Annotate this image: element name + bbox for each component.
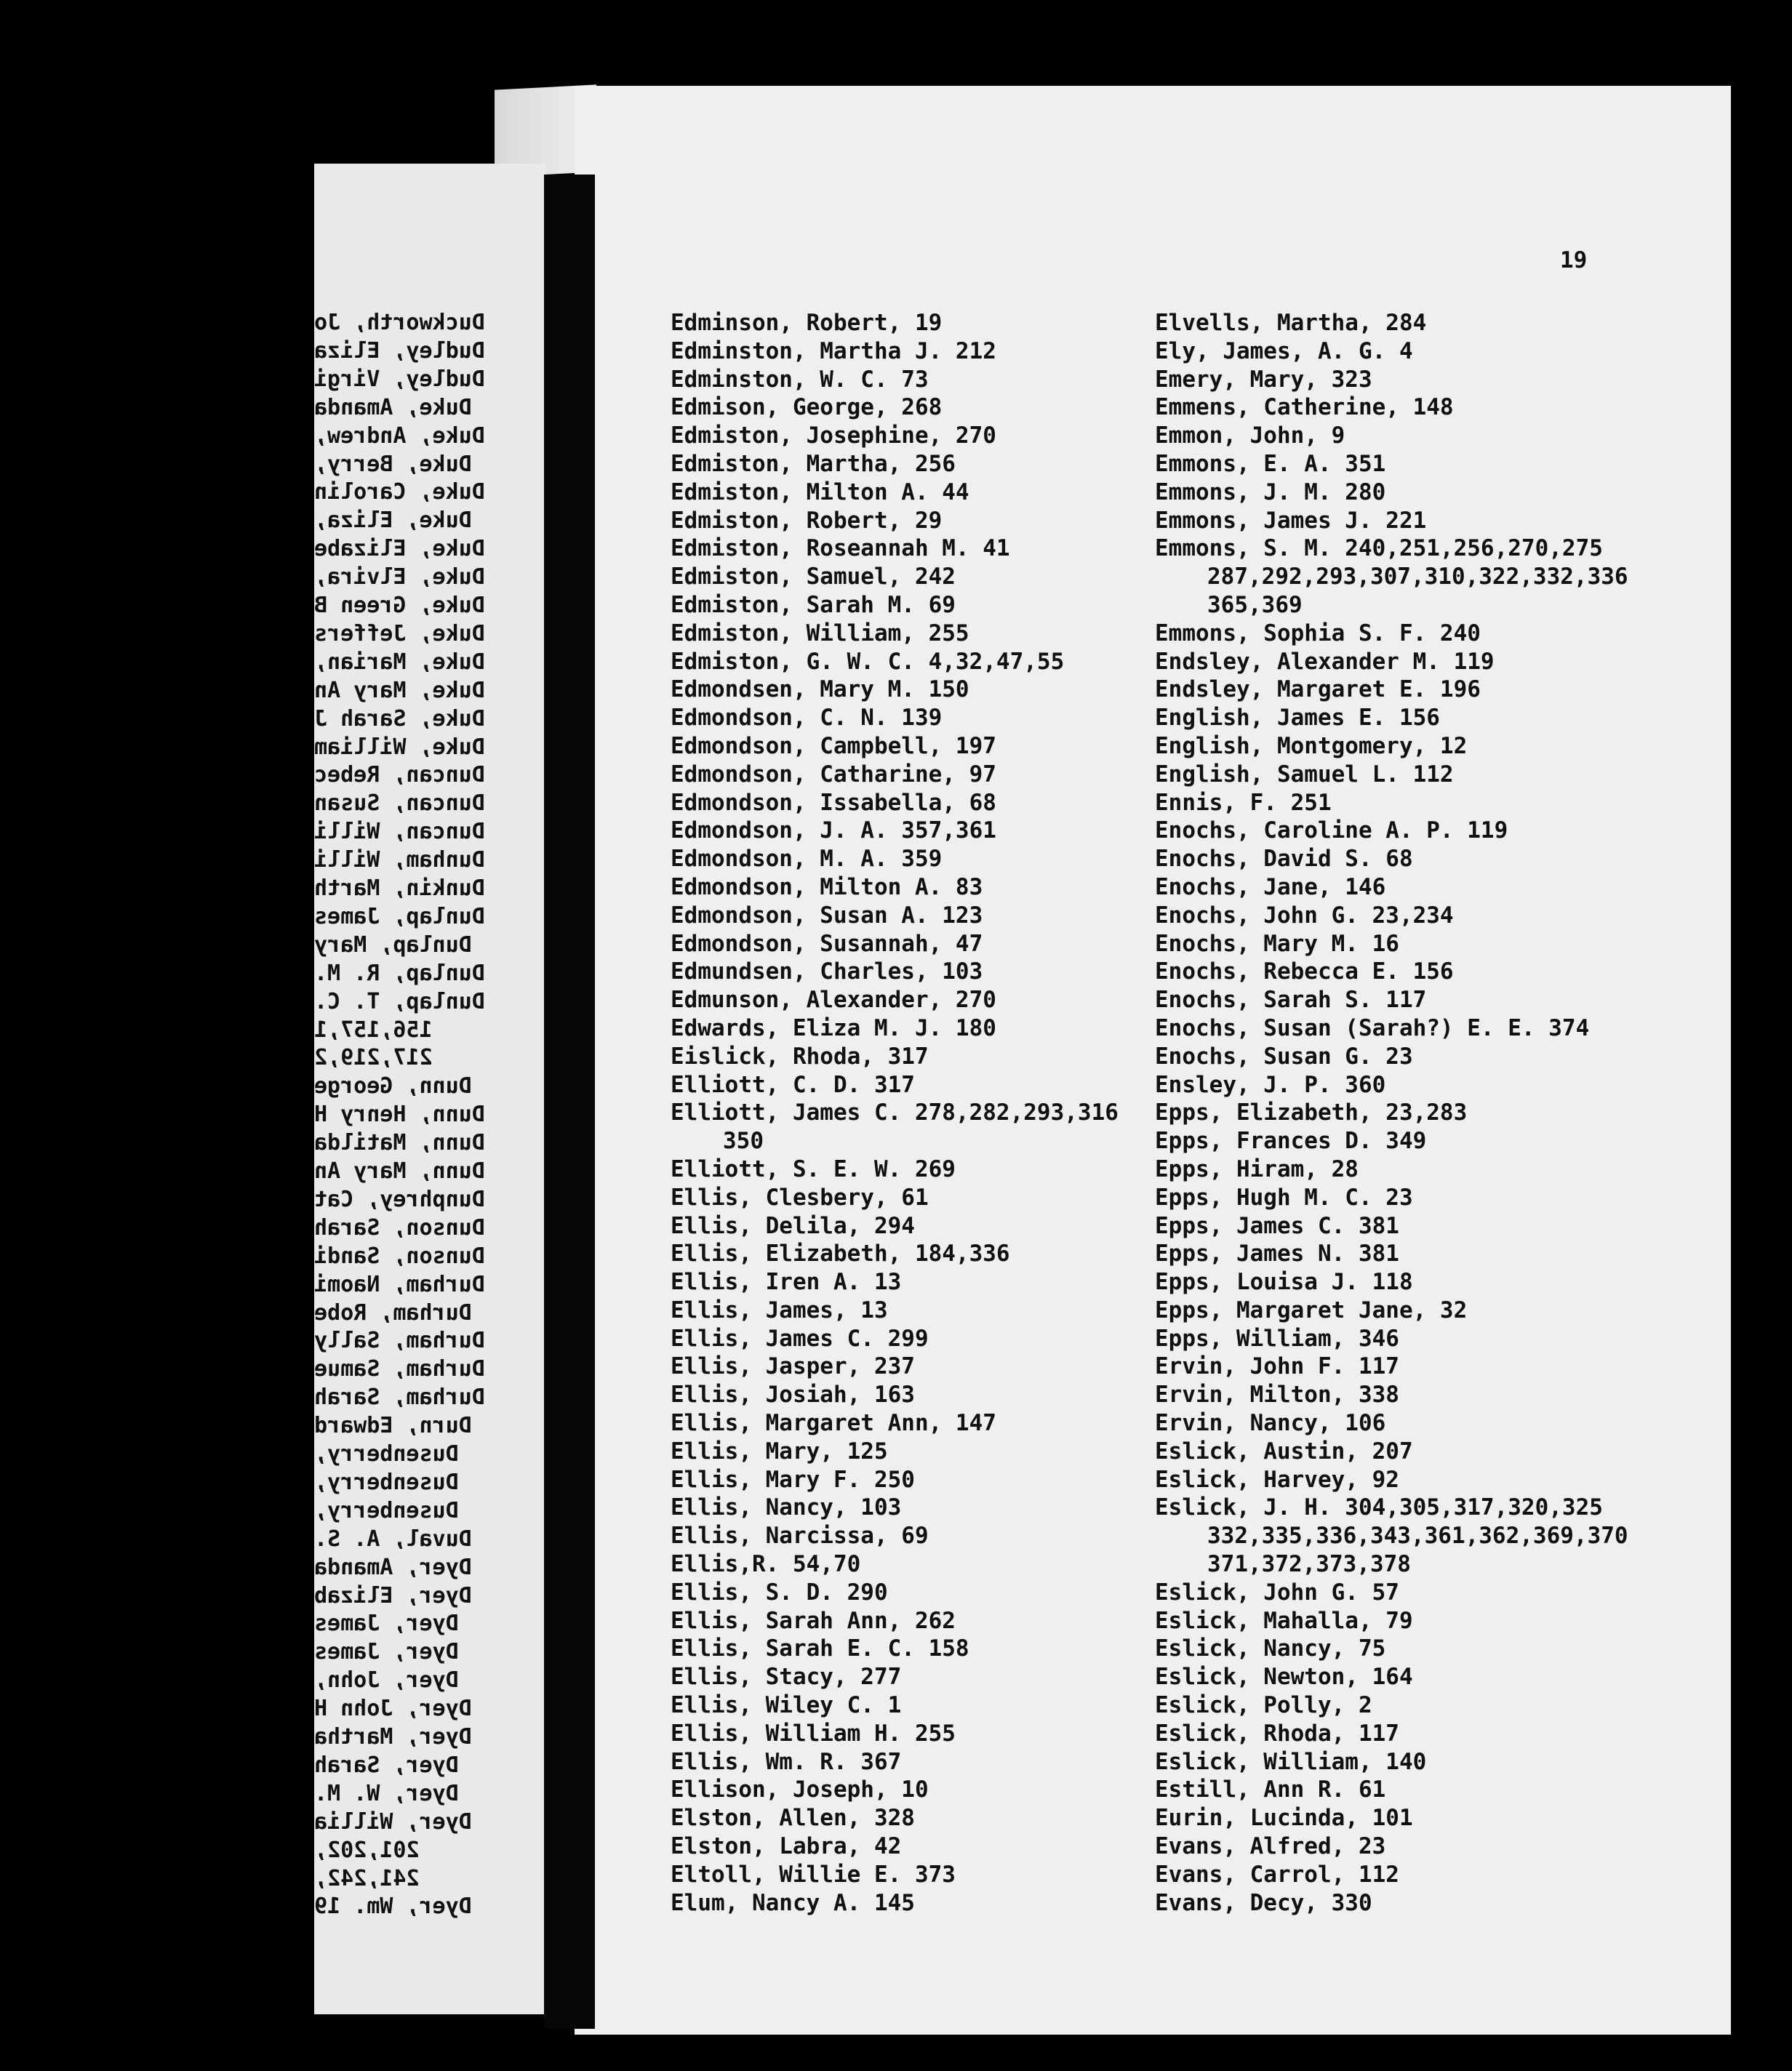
index-entry: Ellis, Wiley C. 1 xyxy=(671,1692,902,1719)
index-entry: Edmondson, Issabella, 68 xyxy=(671,789,996,816)
facing-page-line: Dyer, John, xyxy=(314,1667,459,1694)
index-entry: Eslick, Mahalla, 79 xyxy=(1155,1607,1413,1634)
index-entry: Ellis, James, 13 xyxy=(671,1297,888,1323)
index-entry: Edmiston, William, 255 xyxy=(671,620,969,646)
index-entry: Evans, Carrol, 112 xyxy=(1155,1861,1399,1888)
facing-page-line: Dyer, Martha xyxy=(314,1724,472,1750)
index-entry: Eslick, William, 140 xyxy=(1155,1748,1427,1775)
index-entry: Emmons, J. M. 280 xyxy=(1155,478,1386,505)
index-entry: Ellis, Clesbery, 61 xyxy=(671,1184,929,1211)
facing-page-line: Durham, Sarah xyxy=(314,1385,485,1411)
index-entry: Edmondson, Campbell, 197 xyxy=(671,732,996,759)
index-entry: Emery, Mary, 323 xyxy=(1155,366,1372,393)
index-entry: Enochs, John G. 23,234 xyxy=(1155,902,1454,929)
index-entry: Edmiston, Josephine, 270 xyxy=(671,422,996,449)
index-entry: Edwards, Eliza M. J. 180 xyxy=(671,1014,996,1041)
facing-page-line: Duke, Elizabe xyxy=(314,536,485,562)
facing-page-line: Duckworth, Jo xyxy=(314,310,485,335)
index-entry: Ellis, Stacy, 277 xyxy=(671,1664,902,1691)
index-entry: Ellis, James C. 299 xyxy=(671,1325,929,1352)
facing-page-line: Duke, Andrew, xyxy=(314,422,485,449)
facing-page-line: Duke, Elvira, xyxy=(314,564,485,590)
facing-page-line: Dusenberry, xyxy=(314,1497,459,1523)
index-entry: Emmon, John, 9 xyxy=(1155,422,1345,449)
index-entry: Eslick, Rhoda, 117 xyxy=(1155,1720,1399,1747)
index-entry: English, James E. 156 xyxy=(1155,705,1440,732)
index-entry: Edmondson, C. N. 139 xyxy=(671,705,943,732)
index-column-right xyxy=(1155,309,1693,1917)
facing-page-line: Dunkin, Marth xyxy=(314,876,485,901)
index-entry: Ervin, Milton, 338 xyxy=(1155,1382,1399,1409)
index-entry: Edmondson, Milton A. 83 xyxy=(671,873,983,900)
index-entry: Ely, James, A. G. 4 xyxy=(1155,337,1413,364)
index-entry: Epps, Louisa J. 118 xyxy=(1155,1269,1413,1296)
index-entry: Eslick, Newton, 164 xyxy=(1155,1664,1413,1691)
index-entry: Ellis, Margaret Ann, 147 xyxy=(671,1410,996,1437)
index-entry: Edmiston, Milton A. 44 xyxy=(671,478,969,505)
facing-page-line: Durham, Robe xyxy=(314,1299,472,1326)
index-entry: Epps, Hiram, 28 xyxy=(1155,1155,1359,1182)
index-entry: Edmunson, Alexander, 270 xyxy=(671,987,996,1014)
index-entry-continuation: 365,369 xyxy=(1207,591,1303,618)
index-entry: Epps, James C. 381 xyxy=(1155,1212,1399,1239)
facing-page-line: Duke, Sarah J xyxy=(314,705,485,732)
index-entry: Ellis, S. D. 290 xyxy=(671,1579,888,1606)
index-entry: Eslick, Austin, 207 xyxy=(1155,1438,1413,1465)
facing-page-line: Duke, Jeffers xyxy=(314,620,485,646)
index-entry: Ellis, Mary F. 250 xyxy=(671,1466,915,1493)
index-entry: Ellis, Iren A. 13 xyxy=(671,1269,902,1296)
facing-page-line: Duncan, Willi xyxy=(314,819,485,845)
index-entry: Elum, Nancy A. 145 xyxy=(671,1889,915,1916)
facing-page-line: Duke, Marian, xyxy=(314,649,485,675)
index-entry: Enochs, Susan (Sarah?) E. E. 374 xyxy=(1155,1014,1590,1041)
index-entry: Elliott, S. E. W. 269 xyxy=(671,1155,956,1182)
index-entry: Epps, Margaret Jane, 32 xyxy=(1155,1297,1468,1323)
index-entry: Ellis, Elizabeth, 184,336 xyxy=(671,1241,1010,1267)
facing-page-line: Dunphrey, Cat xyxy=(314,1186,485,1212)
index-entry: Edmiston, Samuel, 242 xyxy=(671,564,956,590)
index-entry: Epps, Hugh M. C. 23 xyxy=(1155,1184,1413,1211)
page-number: 19 xyxy=(1560,247,1588,273)
facing-page-line: Dunlap, James xyxy=(314,903,485,929)
index-entry-continuation: 371,372,373,378 xyxy=(1207,1551,1411,1578)
index-entry: Ellis, Nancy, 103 xyxy=(671,1494,902,1521)
index-entry: Ellis, Delila, 294 xyxy=(671,1212,915,1239)
facing-page-line: Dyer, Amanda xyxy=(314,1554,472,1580)
facing-page-line: Duke, Amanda xyxy=(314,394,472,420)
facing-page-line: Dunn, Matilda xyxy=(314,1130,485,1156)
facing-page-line: Durn, Edward xyxy=(314,1413,472,1439)
index-entry: Elliott, James C. 278,282,293,316 xyxy=(671,1099,1119,1126)
index-entry: Eslick, John G. 57 xyxy=(1155,1579,1399,1606)
facing-page-line: Duke, Green B xyxy=(314,593,485,618)
index-entry: Emmons, James J. 221 xyxy=(1155,507,1427,534)
facing-page-line: Duke, William xyxy=(314,734,485,760)
facing-page-line: Dunson, Sarah xyxy=(314,1214,485,1241)
index-entry: Edmondson, Susannah, 47 xyxy=(671,930,983,957)
index-entry: Elvells, Martha, 284 xyxy=(1155,310,1427,336)
facing-page-line: Durham, Naomi xyxy=(314,1271,485,1297)
index-entry: Edmiston, Martha, 256 xyxy=(671,450,956,477)
index-entry: Eislick, Rhoda, 317 xyxy=(671,1043,929,1070)
index-entry: Eslick, Polly, 2 xyxy=(1155,1692,1372,1719)
facing-page-line: Dunn, George xyxy=(314,1073,472,1099)
index-entry: Edmiston, Robert, 29 xyxy=(671,507,943,534)
facing-page-line: Dyer, James xyxy=(314,1611,459,1637)
facing-page-line: Dyer, Sarah xyxy=(314,1752,459,1778)
index-entry: Emmens, Catherine, 148 xyxy=(1155,394,1454,421)
index-entry: Elston, Labra, 42 xyxy=(671,1833,902,1860)
index-entry: Epps, Elizabeth, 23,283 xyxy=(1155,1099,1468,1126)
facing-page-line: 201,202, xyxy=(314,1837,420,1863)
index-entry: Edmondson, Catharine, 97 xyxy=(671,761,996,788)
facing-page-line: Dyer, W. M. xyxy=(314,1780,459,1806)
index-entry: Ellison, Joseph, 10 xyxy=(671,1776,929,1803)
facing-page-line: Dunham, Willi xyxy=(314,847,485,873)
index-entry: Ellis, Mary, 125 xyxy=(671,1438,888,1465)
index-entry: Emmons, E. A. 351 xyxy=(1155,450,1386,477)
facing-page-line: Dunlap, Mary xyxy=(314,932,472,958)
book-spine xyxy=(544,175,595,2029)
index-entry: Ellis, Jasper, 237 xyxy=(671,1353,915,1380)
index-entry: Eslick, Nancy, 75 xyxy=(1155,1635,1386,1662)
index-entry: Enochs, Jane, 146 xyxy=(1155,873,1386,900)
index-entry: Endsley, Alexander M. 119 xyxy=(1155,648,1495,675)
index-entry: Enochs, Susan G. 23 xyxy=(1155,1043,1413,1070)
facing-page-line: Dudley, Virgi xyxy=(314,366,485,392)
index-entry: Eslick, J. H. 304,305,317,320,325 xyxy=(1155,1494,1603,1521)
index-entry: Ervin, John F. 117 xyxy=(1155,1353,1399,1380)
index-entry: Ellis, William H. 255 xyxy=(671,1720,956,1747)
index-entry: English, Samuel L. 112 xyxy=(1155,761,1454,788)
index-entry: Edminston, W. C. 73 xyxy=(671,366,929,393)
index-entry: Emmons, Sophia S. F. 240 xyxy=(1155,620,1481,646)
index-entry: Enochs, David S. 68 xyxy=(1155,846,1413,873)
facing-page-line: Dunn, Mary An xyxy=(314,1158,485,1184)
index-column-left xyxy=(671,309,1209,1917)
facing-page-line: Dyer, Willia xyxy=(314,1808,472,1835)
index-entry: Edminson, Robert, 19 xyxy=(671,310,943,336)
facing-page-line: Durham, Samue xyxy=(314,1356,485,1382)
facing-page-line: Duncan, Rebec xyxy=(314,762,485,788)
index-entry: Ellis, Sarah Ann, 262 xyxy=(671,1607,956,1634)
index-entry: Eltoll, Willie E. 373 xyxy=(671,1861,956,1888)
index-entry: Estill, Ann R. 61 xyxy=(1155,1776,1386,1803)
index-entry: Elston, Allen, 328 xyxy=(671,1805,915,1832)
facing-page-line: Duval, A. S. xyxy=(314,1526,472,1552)
index-entry: Ellis, Narcissa, 69 xyxy=(671,1523,929,1550)
facing-page-line: Dyer, John H xyxy=(314,1696,472,1722)
index-entry: Ellis, Josiah, 163 xyxy=(671,1382,915,1409)
index-entry: Ellis,R. 54,70 xyxy=(671,1551,861,1578)
index-entry: Epps, William, 346 xyxy=(1155,1325,1399,1352)
facing-page-line: Dunlap, R. M. xyxy=(314,960,485,986)
index-entry: Edmiston, Roseannah M. 41 xyxy=(671,535,1010,562)
index-entry: Ervin, Nancy, 106 xyxy=(1155,1410,1386,1437)
index-entry: Enochs, Caroline A. P. 119 xyxy=(1155,817,1508,844)
index-entry: Epps, James N. 381 xyxy=(1155,1241,1399,1267)
index-entry: Edmundsen, Charles, 103 xyxy=(671,958,983,985)
facing-page-line: Duke, Eliza, xyxy=(314,508,472,534)
facing-page-edge xyxy=(314,164,545,2014)
index-entry: Edmison, George, 268 xyxy=(671,394,943,421)
facing-page-line: Dunn, Henry H xyxy=(314,1102,485,1128)
facing-page-line: 217,219,2 xyxy=(314,1045,433,1071)
index-entry: Edminston, Martha J. 212 xyxy=(671,337,996,364)
index-entry: Ennis, F. 251 xyxy=(1155,789,1332,816)
facing-page-line: Duke, Berry, xyxy=(314,451,472,477)
index-entry-continuation: 350 xyxy=(723,1128,764,1155)
facing-page-line: Duke, Mary An xyxy=(314,677,485,703)
index-entry: Ensley, J. P. 360 xyxy=(1155,1071,1386,1098)
index-entry: Ellis, Sarah E. C. 158 xyxy=(671,1635,969,1662)
index-entry: Endsley, Margaret E. 196 xyxy=(1155,676,1481,703)
facing-page-line: Dusenberry, xyxy=(314,1469,459,1495)
index-entry: Elliott, C. D. 317 xyxy=(671,1071,915,1098)
facing-page-line: Dusenberry, xyxy=(314,1441,459,1467)
index-entry: Edmondson, Susan A. 123 xyxy=(671,902,983,929)
index-entry-continuation: 332,335,336,343,361,362,369,370 xyxy=(1207,1523,1628,1550)
index-entry: Enochs, Sarah S. 117 xyxy=(1155,987,1427,1014)
index-entry: Edmiston, G. W. C. 4,32,47,55 xyxy=(671,648,1065,675)
facing-page-line: Duke, Carolin xyxy=(314,479,485,505)
index-entry: Ellis, Wm. R. 367 xyxy=(671,1748,902,1775)
facing-page-line: Dyer, James xyxy=(314,1639,459,1665)
index-entry: Edmondsen, Mary M. 150 xyxy=(671,676,969,703)
facing-page-line: Dudley, Eliza xyxy=(314,337,485,364)
facing-page-line: Dyer, Elizab xyxy=(314,1582,472,1609)
index-entry: Evans, Alfred, 23 xyxy=(1155,1833,1386,1860)
index-entry: Enochs, Rebecca E. 156 xyxy=(1155,958,1454,985)
facing-page-line: Dunlap, T. C. xyxy=(314,988,485,1014)
facing-page-line: Dunson, Sandi xyxy=(314,1243,485,1269)
index-entry: Edmiston, Sarah M. 69 xyxy=(671,591,956,618)
facing-page-line: Dyer, Wm. 19 xyxy=(314,1894,472,1920)
index-entry-continuation: 287,292,293,307,310,322,332,336 xyxy=(1207,564,1628,590)
index-entry: Eurin, Lucinda, 101 xyxy=(1155,1805,1413,1832)
index-entry: Emmons, S. M. 240,251,256,270,275 xyxy=(1155,535,1603,562)
index-entry: Eslick, Harvey, 92 xyxy=(1155,1466,1399,1493)
index-entry: English, Montgomery, 12 xyxy=(1155,732,1468,759)
index-entry: Edmondson, J. A. 357,361 xyxy=(671,817,996,844)
index-entry: Enochs, Mary M. 16 xyxy=(1155,930,1399,957)
index-entry: Evans, Decy, 330 xyxy=(1155,1889,1372,1916)
index-entry: Epps, Frances D. 349 xyxy=(1155,1128,1427,1155)
facing-page-line: Durham, Sally xyxy=(314,1328,485,1354)
facing-page-line: Duncan, Susan xyxy=(314,790,485,817)
index-entry: Edmondson, M. A. 359 xyxy=(671,846,943,873)
facing-page-line: 156,157,1 xyxy=(314,1017,433,1043)
facing-page-line: 241,242, xyxy=(314,1865,420,1891)
